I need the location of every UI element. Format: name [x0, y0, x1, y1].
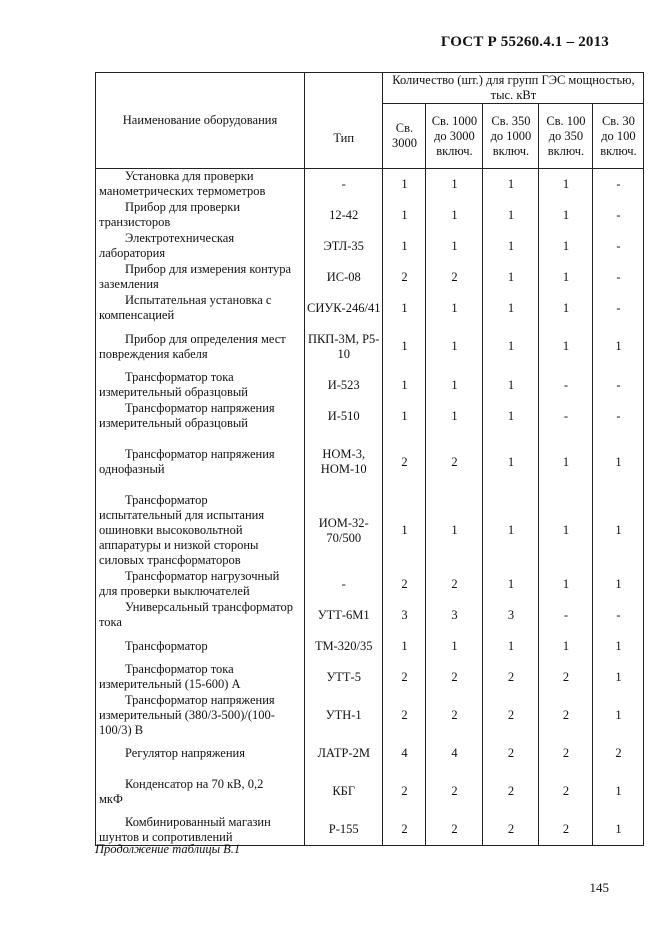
equipment-name-line2: заземления: [99, 277, 159, 291]
equipment-name-line2: манометрических термометров: [99, 184, 266, 199]
quantity-cell: 1: [539, 262, 593, 293]
quantity-cell: -: [593, 262, 644, 293]
subheader-cell: Св. 30 до 100 включ.: [593, 104, 644, 169]
equipment-name-line2: измерительный образцовый: [99, 416, 248, 430]
quantity-cell: -: [593, 370, 644, 401]
equipment-name-cell: [96, 815, 305, 846]
equipment-name-cell: [96, 370, 305, 401]
type-cell: И-510: [305, 401, 383, 432]
equipment-name-cell: [96, 432, 305, 493]
table-row: [96, 324, 644, 370]
quantity-cell: 1: [483, 569, 539, 600]
quantity-cell: 2: [383, 693, 426, 738]
equipment-name-line1: Прибор для измерения контура: [125, 262, 292, 276]
quantity-cell: 1: [539, 231, 593, 262]
equipment-name-cell: [96, 600, 305, 631]
quantity-cell: 2: [483, 815, 539, 846]
quantity-cell: 1: [426, 324, 483, 370]
type-cell: ИС-08: [305, 262, 383, 293]
equipment-name-cell: [96, 662, 305, 693]
equipment-name-line1: Комбинированный магазин: [125, 814, 271, 829]
quantity-cell: 1: [426, 493, 483, 569]
equipment-name-cell: [96, 324, 305, 370]
quantity-cell: 2: [383, 815, 426, 846]
table-row: [96, 738, 644, 769]
quantity-cell: 1: [593, 432, 644, 493]
quantity-cell: 3: [383, 600, 426, 631]
quantity-cell: 1: [539, 569, 593, 600]
quantity-cell: 2: [426, 815, 483, 846]
table-row: [96, 169, 644, 200]
table-row: [96, 600, 644, 631]
quantity-cell: 1: [483, 262, 539, 293]
equipment-name-line2: лаборатория: [99, 246, 166, 260]
quantity-cell: 3: [426, 600, 483, 631]
quantity-cell: 1: [383, 370, 426, 401]
type-cell: ПКП-3М, Р5-10: [305, 324, 383, 370]
quantity-cell: 1: [483, 401, 539, 432]
quantity-cell: -: [539, 600, 593, 631]
type-cell: КБГ: [305, 769, 383, 815]
equipment-name-cell: [96, 200, 305, 231]
equipment-name-line1: Трансформатор: [125, 493, 208, 507]
table-row: [96, 662, 644, 693]
page-number: 145: [589, 880, 609, 895]
equipment-name-line2: измерительный образцовый: [99, 385, 248, 399]
quantity-cell: 1: [539, 324, 593, 370]
equipment-name-line2: шунтов и сопротивлений: [99, 829, 233, 844]
quantity-cell: -: [593, 169, 644, 200]
table-row: [96, 769, 644, 815]
equipment-name-line1: Универсальный трансформатор: [125, 600, 294, 614]
equipment-name-line2: измерительный (15-600) А: [99, 677, 241, 691]
quantity-cell: 1: [483, 324, 539, 370]
type-cell: УТТ-5: [305, 662, 383, 693]
quantity-cell: 1: [383, 493, 426, 569]
quantity-cell: 1: [483, 493, 539, 569]
quantity-cell: 2: [539, 738, 593, 769]
type-cell: СИУК-246/41: [305, 293, 383, 324]
quantity-cell: -: [593, 600, 644, 631]
quantity-cell: 1: [539, 432, 593, 493]
equipment-name-cell: [96, 738, 305, 769]
equipment-name-cell: [96, 769, 305, 815]
equipment-name-cell: [96, 693, 305, 738]
quantity-cell: 1: [539, 169, 593, 200]
equipment-name-cell: [96, 293, 305, 324]
equipment-name-line1: Установка для проверки: [125, 169, 254, 184]
quantity-cell: 1: [593, 569, 644, 600]
quantity-cell: 4: [383, 738, 426, 769]
equipment-name-line2: испытательный для испытания ошиновки высоковольтной аппаратуры и низкой стороны силовых трансформаторов: [99, 508, 265, 567]
quantity-cell: 1: [383, 231, 426, 262]
quantity-cell: 2: [426, 262, 483, 293]
quantity-cell: 2: [483, 738, 539, 769]
equipment-name-cell: [96, 231, 305, 262]
quantity-cell: 1: [426, 631, 483, 662]
table-row: [96, 569, 644, 600]
quantity-cell: 1: [593, 815, 644, 846]
column-header-type: Тип: [305, 73, 383, 169]
quantity-cell: 1: [383, 293, 426, 324]
type-cell: УТТ-6М1: [305, 600, 383, 631]
quantity-cell: 2: [383, 432, 426, 493]
subheader-cell: Св. 350 до 1000 включ.: [483, 104, 539, 169]
equipment-name-line1: Трансформатор напряжения: [125, 447, 275, 461]
equipment-name-line2: тока: [99, 615, 122, 629]
equipment-name-line2: компенсацией: [99, 308, 175, 322]
quantity-cell: 1: [383, 324, 426, 370]
type-cell: ТМ-320/35: [305, 631, 383, 662]
equipment-name-line1: Электротехническая: [125, 231, 235, 245]
quantity-cell: 2: [593, 738, 644, 769]
quantity-cell: 1: [539, 631, 593, 662]
quantity-cell: 1: [383, 631, 426, 662]
quantity-cell: 2: [426, 693, 483, 738]
quantity-cell: 1: [539, 293, 593, 324]
quantity-cell: 1: [383, 169, 426, 200]
table-row: [96, 370, 644, 401]
quantity-cell: 2: [539, 769, 593, 815]
table-row: [96, 631, 644, 662]
quantity-cell: 1: [426, 169, 483, 200]
quantity-cell: -: [593, 200, 644, 231]
equipment-name-line1: Регулятор напряжения: [125, 745, 245, 760]
equipment-name-line1: Конденсатор на 70 кВ, 0,2: [125, 776, 264, 791]
equipment-name-line1: Испытательная установка с: [125, 293, 272, 307]
quantity-cell: 1: [483, 231, 539, 262]
equipment-name-line2: для проверки выключателей: [99, 584, 250, 598]
quantity-cell: 1: [593, 662, 644, 693]
type-cell: -: [305, 169, 383, 200]
equipment-name-line1: Трансформатор нагрузочный: [125, 569, 280, 583]
quantity-cell: -: [539, 370, 593, 401]
quantity-cell: 2: [483, 769, 539, 815]
quantity-cell: 1: [483, 293, 539, 324]
quantity-cell: 1: [593, 493, 644, 569]
quantity-cell: -: [539, 401, 593, 432]
quantity-cell: 1: [426, 200, 483, 231]
equipment-name-line1: Трансформатор напряжения: [125, 401, 275, 415]
subheader-cell: Св. 3000: [383, 104, 426, 169]
table-caption: Продолжение таблицы В.1: [95, 842, 241, 856]
quantity-cell: 2: [426, 432, 483, 493]
equipment-name-line2: транзисторов: [99, 215, 171, 229]
quantity-cell: 1: [426, 401, 483, 432]
quantity-cell: 2: [483, 693, 539, 738]
table-row: [96, 231, 644, 262]
quantity-cell: 1: [593, 324, 644, 370]
quantity-cell: 2: [426, 769, 483, 815]
equipment-table: [95, 72, 644, 846]
type-cell: УТН-1: [305, 693, 383, 738]
equipment-name-cell: [96, 569, 305, 600]
quantity-cell: 2: [383, 262, 426, 293]
quantity-cell: 1: [483, 432, 539, 493]
equipment-name-cell: [96, 401, 305, 432]
equipment-name-cell: [96, 262, 305, 293]
equipment-name-line2: повреждения кабеля: [99, 346, 208, 361]
quantity-cell: 1: [483, 169, 539, 200]
table-row: [96, 815, 644, 846]
subheader-cell: Св. 100 до 350 включ.: [539, 104, 593, 169]
quantity-cell: -: [593, 231, 644, 262]
type-cell: ЛАТР-2М: [305, 738, 383, 769]
quantity-cell: 2: [426, 569, 483, 600]
table-row: [96, 262, 644, 293]
table-row: [96, 693, 644, 738]
table-row: [96, 293, 644, 324]
equipment-name-line2: однофазный: [99, 462, 165, 476]
equipment-name-line2: измерительный (380/3-500)/(100-100/3) В: [99, 707, 275, 737]
equipment-name-cell: [96, 631, 305, 662]
quantity-cell: 1: [483, 631, 539, 662]
equipment-name-line1: Прибор для определения мест: [125, 331, 286, 346]
quantity-cell: 3: [483, 600, 539, 631]
quantity-cell: 2: [426, 662, 483, 693]
quantity-cell: 2: [539, 693, 593, 738]
standard-header: ГОСТ Р 55260.4.1 – 2013: [440, 34, 609, 50]
type-cell: НОМ-3, НОМ-10: [305, 432, 383, 493]
type-cell: ЭТЛ-35: [305, 231, 383, 262]
quantity-cell: 1: [426, 293, 483, 324]
quantity-cell: 2: [539, 815, 593, 846]
table-row: [96, 432, 644, 493]
table-row: [96, 401, 644, 432]
equipment-name-line1: Прибор для проверки: [125, 200, 241, 214]
equipment-name-line1: Трансформатор тока: [125, 662, 234, 676]
column-header-name: Наименование оборудования: [96, 73, 305, 169]
quantity-cell: 1: [426, 231, 483, 262]
type-cell: 12-42: [305, 200, 383, 231]
type-cell: ИОМ-32-70/500: [305, 493, 383, 569]
quantity-cell: 1: [383, 401, 426, 432]
table-row: [96, 493, 644, 569]
equipment-name-line1: Трансформатор напряжения: [125, 692, 275, 707]
quantity-cell: 2: [383, 569, 426, 600]
quantity-cell: 1: [426, 370, 483, 401]
equipment-name-line2: мкФ: [99, 791, 123, 806]
quantity-cell: 1: [593, 693, 644, 738]
quantity-cell: 1: [539, 493, 593, 569]
quantity-cell: 4: [426, 738, 483, 769]
equipment-name-cell: [96, 493, 305, 569]
type-cell: -: [305, 569, 383, 600]
column-header-quantity: Количество (шт.) для групп ГЭС мощностью, тыс. кВт: [383, 73, 644, 104]
quantity-cell: 1: [483, 200, 539, 231]
type-cell: Р-155: [305, 815, 383, 846]
quantity-cell: 1: [593, 631, 644, 662]
quantity-cell: -: [593, 293, 644, 324]
quantity-cell: 1: [539, 200, 593, 231]
quantity-cell: 2: [383, 662, 426, 693]
quantity-cell: 2: [383, 769, 426, 815]
equipment-name-line1: Трансформатор тока: [125, 370, 234, 384]
equipment-name-cell: [96, 169, 305, 200]
quantity-cell: 1: [593, 769, 644, 815]
quantity-cell: 1: [383, 200, 426, 231]
quantity-cell: 2: [539, 662, 593, 693]
quantity-cell: 1: [483, 370, 539, 401]
quantity-cell: -: [593, 401, 644, 432]
quantity-cell: 2: [483, 662, 539, 693]
equipment-name-line1: Трансформатор: [125, 638, 208, 653]
table-row: [96, 200, 644, 231]
type-cell: И-523: [305, 370, 383, 401]
subheader-cell: Св. 1000 до 3000 включ.: [426, 104, 483, 169]
